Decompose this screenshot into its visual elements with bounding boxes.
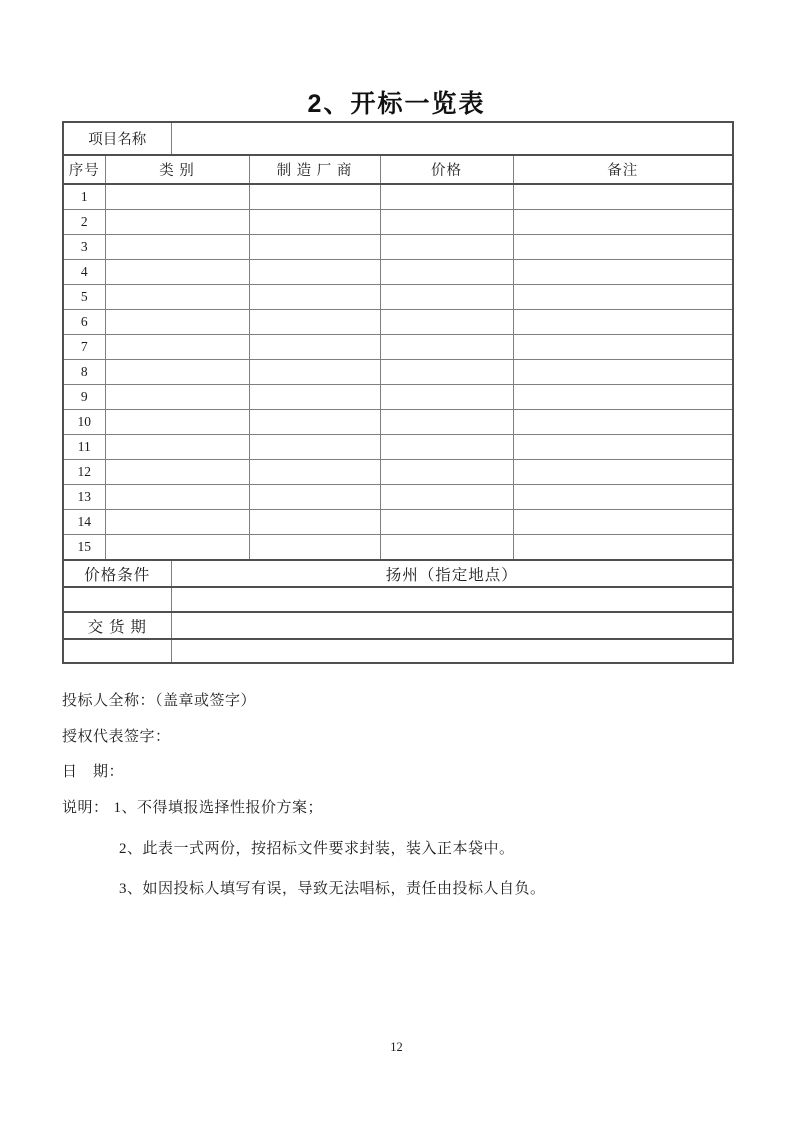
remarks-cell <box>513 184 733 210</box>
delivery-period-row <box>63 612 733 639</box>
project-name-label: 项目名称 <box>63 122 171 155</box>
note-item-3: 3、如因投标人填写有误，导致无法唱标，责任由投标人自负。 <box>119 881 546 897</box>
manufacturer-cell <box>249 285 380 310</box>
table-row <box>63 510 733 535</box>
manufacturer-cell <box>249 310 380 335</box>
delivery-period-label: 交 货 期 <box>63 612 171 639</box>
price-cell <box>380 460 513 485</box>
note-item-2: 2、此表一式两份，按招标文件要求封装，装入正本袋中。 <box>119 841 515 857</box>
date-line: 日 期： <box>62 764 125 780</box>
row-number: 3 <box>63 235 105 260</box>
manufacturer-cell <box>249 210 380 235</box>
remarks-cell <box>513 385 733 410</box>
table-header-row <box>63 155 733 184</box>
project-name-value <box>171 122 733 155</box>
manufacturer-cell <box>249 460 380 485</box>
remarks-cell <box>513 410 733 435</box>
category-cell <box>105 184 249 210</box>
manufacturer-cell <box>249 410 380 435</box>
table-row <box>63 260 733 285</box>
category-cell <box>105 485 249 510</box>
category-cell <box>105 285 249 310</box>
remarks-cell <box>513 210 733 235</box>
col-header-remarks: 备注 <box>513 155 733 184</box>
row-number: 14 <box>63 510 105 535</box>
row-number: 4 <box>63 260 105 285</box>
price-cell <box>380 285 513 310</box>
category-cell <box>105 335 249 360</box>
blank-row <box>63 639 733 663</box>
price-cell <box>380 210 513 235</box>
row-number: 15 <box>63 535 105 561</box>
page-title: 2、开标一览表 <box>307 90 486 118</box>
remarks-cell <box>513 310 733 335</box>
manufacturer-cell <box>249 535 380 561</box>
row-number: 13 <box>63 485 105 510</box>
row-number: 6 <box>63 310 105 335</box>
price-cell <box>380 485 513 510</box>
manufacturer-cell <box>249 485 380 510</box>
remarks-cell <box>513 485 733 510</box>
price-cell <box>380 535 513 561</box>
project-name-row <box>63 122 733 155</box>
remarks-cell <box>513 335 733 360</box>
price-cell <box>380 260 513 285</box>
manufacturer-cell <box>249 260 380 285</box>
price-cell <box>380 310 513 335</box>
table-row <box>63 460 733 485</box>
row-number: 10 <box>63 410 105 435</box>
row-number: 2 <box>63 210 105 235</box>
manufacturer-cell <box>249 184 380 210</box>
table-row <box>63 210 733 235</box>
price-cell <box>380 385 513 410</box>
manufacturer-cell <box>249 360 380 385</box>
price-condition-label: 价格条件 <box>63 560 171 587</box>
row-number: 1 <box>63 184 105 210</box>
manufacturer-cell <box>249 385 380 410</box>
table-row <box>63 360 733 385</box>
table-row <box>63 435 733 460</box>
row-number: 8 <box>63 360 105 385</box>
manufacturer-cell <box>249 510 380 535</box>
table-row <box>63 410 733 435</box>
table-row <box>63 535 733 561</box>
category-cell <box>105 435 249 460</box>
row-number: 7 <box>63 335 105 360</box>
table-row <box>63 385 733 410</box>
blank-row <box>63 587 733 612</box>
remarks-cell <box>513 285 733 310</box>
bid-opening-table <box>62 121 734 664</box>
col-header-category: 类 别 <box>105 155 249 184</box>
table-row <box>63 310 733 335</box>
notes-label: 说明： <box>62 800 109 816</box>
price-cell <box>380 435 513 460</box>
remarks-cell <box>513 435 733 460</box>
bidder-full-name-line: 投标人全称：（盖章或签字） <box>62 693 257 709</box>
category-cell <box>105 260 249 285</box>
authorized-representative-line: 授权代表签字： <box>62 729 171 745</box>
price-cell <box>380 510 513 535</box>
price-cell <box>380 410 513 435</box>
category-cell <box>105 535 249 561</box>
manufacturer-cell <box>249 335 380 360</box>
remarks-cell <box>513 510 733 535</box>
blank-label-cell <box>63 639 171 663</box>
blank-value-cell <box>171 587 733 612</box>
row-number: 9 <box>63 385 105 410</box>
col-header-no: 序号 <box>63 155 105 184</box>
remarks-cell <box>513 535 733 561</box>
table-row <box>63 335 733 360</box>
manufacturer-cell <box>249 435 380 460</box>
remarks-cell <box>513 235 733 260</box>
table-row <box>63 285 733 310</box>
remarks-cell <box>513 460 733 485</box>
category-cell <box>105 235 249 260</box>
price-condition-row <box>63 560 733 587</box>
category-cell <box>105 385 249 410</box>
row-number: 11 <box>63 435 105 460</box>
blank-label-cell <box>63 587 171 612</box>
category-cell <box>105 360 249 385</box>
category-cell <box>105 310 249 335</box>
remarks-cell <box>513 360 733 385</box>
table-row <box>63 184 733 210</box>
price-cell <box>380 335 513 360</box>
table-row <box>63 485 733 510</box>
price-cell <box>380 235 513 260</box>
category-cell <box>105 460 249 485</box>
category-cell <box>105 510 249 535</box>
category-cell <box>105 410 249 435</box>
table-row <box>63 235 733 260</box>
row-number: 12 <box>63 460 105 485</box>
col-header-manufacturer: 制 造 厂 商 <box>249 155 380 184</box>
price-cell <box>380 360 513 385</box>
delivery-period-value <box>171 612 733 639</box>
notes-line-1 <box>62 796 323 817</box>
remarks-cell <box>513 260 733 285</box>
page-number: 12 <box>390 1040 403 1054</box>
col-header-price: 价格 <box>380 155 513 184</box>
blank-value-cell <box>171 639 733 663</box>
price-condition-value: 扬州（指定地点） <box>171 560 733 587</box>
category-cell <box>105 210 249 235</box>
note-item-1: 1、不得填报选择性报价方案； <box>113 800 324 816</box>
manufacturer-cell <box>249 235 380 260</box>
row-number: 5 <box>63 285 105 310</box>
price-cell <box>380 184 513 210</box>
